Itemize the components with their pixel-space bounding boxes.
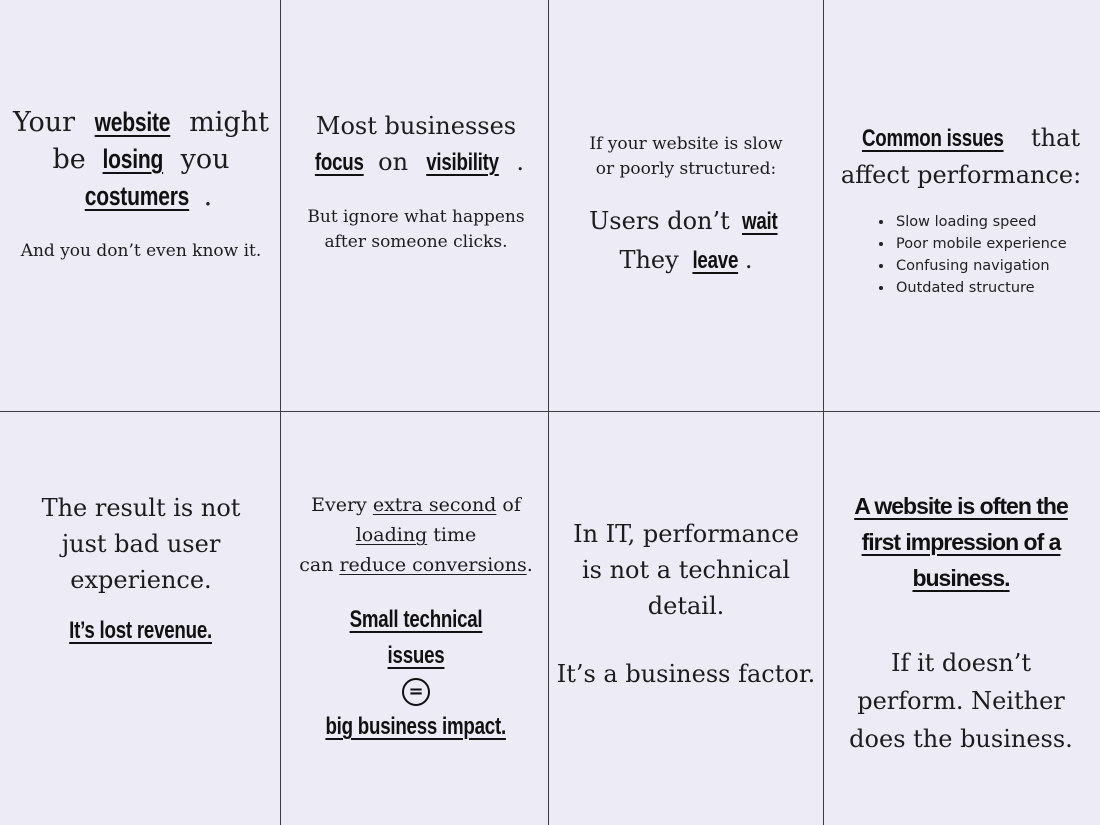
text-your: Your xyxy=(13,107,76,138)
panel-3-headline xyxy=(553,202,819,280)
issues-list xyxy=(830,211,1092,299)
divider-vertical-2 xyxy=(548,0,549,825)
panel-2-subtext: But ignore what happens after someone clicks. xyxy=(307,207,525,252)
panel-losing-customers xyxy=(10,104,272,264)
text-on: on xyxy=(378,148,409,176)
text-users-dont: Users don’t xyxy=(589,207,730,235)
emphasis-website: website xyxy=(94,107,170,137)
text-be: be xyxy=(52,144,86,175)
equals-wrap xyxy=(285,674,547,708)
text-every: Every xyxy=(311,494,367,516)
divider-vertical-3 xyxy=(823,0,824,825)
spacer xyxy=(285,181,547,205)
text-period: . xyxy=(516,148,525,176)
emphasis-first-impression: A website is often the first impression of a business. xyxy=(854,493,1068,591)
spacer xyxy=(553,624,819,656)
panel-6-emphasis-1 xyxy=(285,602,547,674)
list-item: • Slow loading speed xyxy=(894,211,1092,233)
panel-3-intro: If your website is slow or poorly structured: xyxy=(589,134,783,179)
text-time: time xyxy=(433,524,477,546)
text-period: . xyxy=(744,246,753,274)
panel-7-text-2: It’s a business factor. xyxy=(556,660,816,688)
panel-1-subtext: And you don’t even know it. xyxy=(20,241,262,261)
emphasis-small-technical-issues: Small technical issues xyxy=(349,606,483,669)
text-might: might xyxy=(189,107,269,138)
panel-4-title xyxy=(830,120,1092,193)
panel-lost-revenue xyxy=(10,490,272,649)
panel-visibility xyxy=(285,108,547,255)
panel-business-factor xyxy=(553,516,819,692)
panel-7-text: In IT, performance is not a technical detail. xyxy=(573,520,799,620)
divider-horizontal xyxy=(0,411,1100,412)
emphasis-lost-revenue: It’s lost revenue. xyxy=(69,617,213,644)
text-period: . xyxy=(526,554,533,576)
text-can: can xyxy=(299,554,334,576)
list-item: • Confusing navigation xyxy=(894,255,1092,277)
list-item: • Poor mobile experience xyxy=(894,233,1092,255)
panel-users-leave xyxy=(553,132,819,280)
text-period: . xyxy=(203,181,213,212)
spacer xyxy=(830,596,1092,644)
underline-loading: loading xyxy=(355,524,428,546)
text-they: They xyxy=(619,246,679,274)
panel-2-headline xyxy=(285,108,547,181)
panel-6-emphasis-2 xyxy=(285,708,547,745)
text-you: you xyxy=(180,144,230,175)
panel-5-text: The result is not just bad user experience. xyxy=(41,494,241,594)
panel-8-text: If it doesn’t perform. Neither does the business. xyxy=(849,649,1073,753)
spacer xyxy=(285,580,547,602)
emphasis-costumers: costumers xyxy=(84,181,189,211)
panel-6-text xyxy=(285,490,547,580)
underline-reduce-conversions: reduce conversions xyxy=(339,554,527,576)
text-that: that xyxy=(1031,124,1081,152)
emphasis-common-issues: Common issues xyxy=(861,125,1004,152)
text-most-businesses: Most businesses xyxy=(315,112,517,140)
divider-vertical-1 xyxy=(280,0,281,825)
panel-technical-issues xyxy=(285,490,547,745)
emphasis-losing: losing xyxy=(102,144,164,174)
panel-1-headline xyxy=(10,104,272,215)
emphasis-visibility: visibility xyxy=(425,149,499,176)
underline-extra-second: extra second xyxy=(372,494,497,516)
spacer xyxy=(553,182,819,202)
panel-common-issues xyxy=(830,120,1092,299)
emphasis-leave: leave xyxy=(692,247,739,274)
list-item: • Outdated structure xyxy=(894,277,1092,299)
text-of: of xyxy=(502,494,521,516)
spacer xyxy=(10,598,272,612)
spacer xyxy=(10,215,272,239)
text-affect-performance: affect performance: xyxy=(840,161,1082,189)
emphasis-wait: wait xyxy=(742,208,778,235)
equals-icon: = xyxy=(402,678,430,706)
panel-8-emphasis-wrap xyxy=(830,488,1092,596)
panel-5-emphasis-wrap xyxy=(10,612,272,649)
emphasis-focus: focus xyxy=(314,149,364,176)
emphasis-big-business-impact: big business impact. xyxy=(325,713,507,740)
panel-first-impression xyxy=(830,488,1092,758)
